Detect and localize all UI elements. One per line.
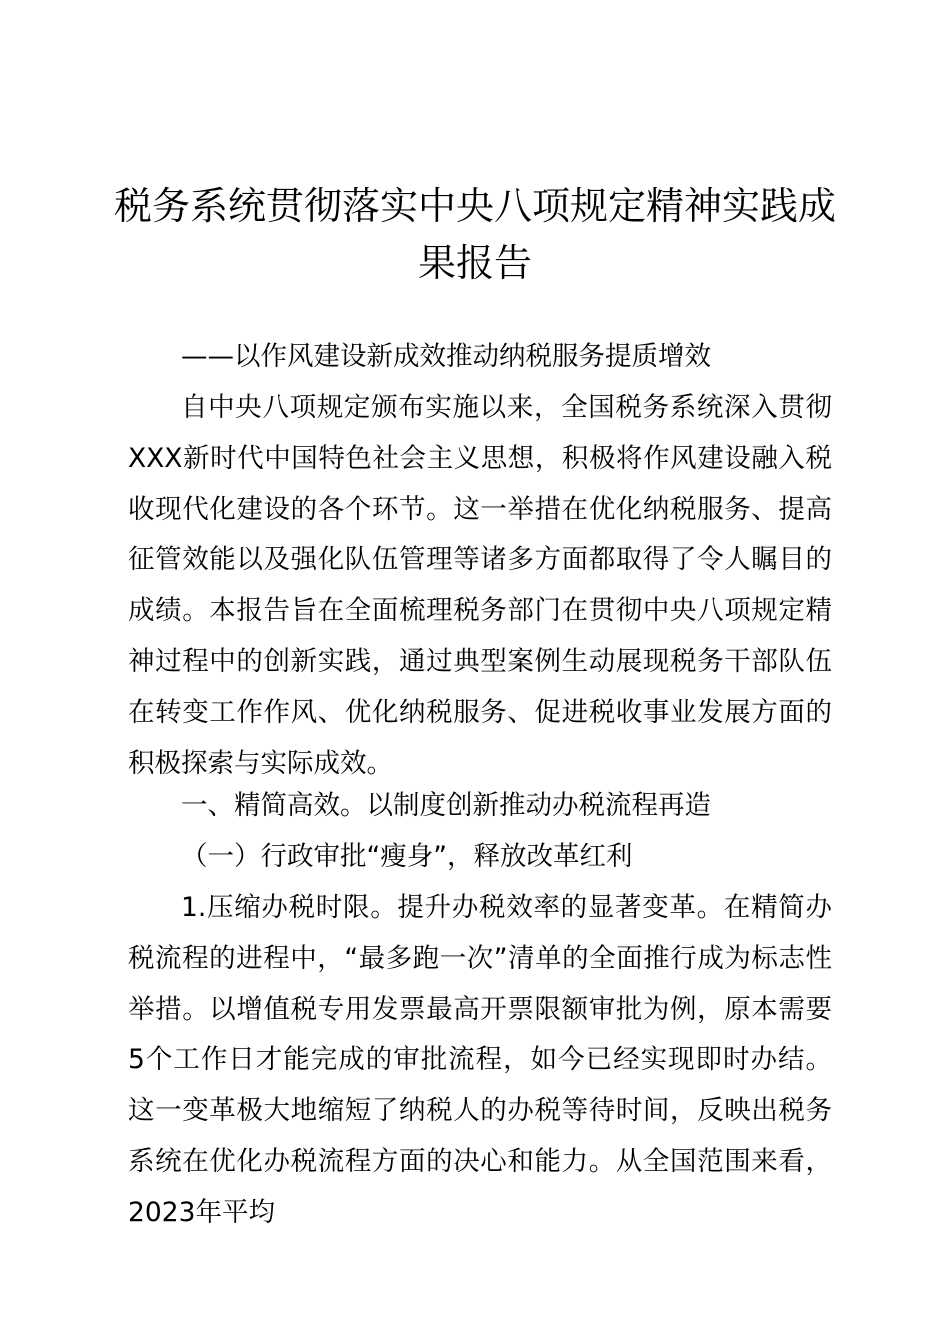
section-heading: 一、精简高效。以制度创新推动办税流程再造 [181, 790, 711, 821]
document-title: 税务系统贯彻落实中央八项规定精神实践成果报告 [113, 184, 836, 285]
intro-paragraph: 自中央八项规定颁布实施以来，全国税务系统深入贯彻XXX新时代中国特色社会主义思想，积极将作风建设融入税收现代化建设的各个环节。这一举措在优化纳税服务、提高征管效能以及强化队伍管理等诸多方面都取得了令人瞩目的成绩。本报告旨在全面梳理税务部门在贯彻中央八项规定精神过程中的创新实践，通过典型案例生动展现税务干部队伍在转变工作作风、优化纳税服务、促进税收事业发展方面的积极探索与实际成效。 [128, 392, 832, 779]
document-subtitle: ——以作风建设新成效推动纳税服务提质增效 [181, 341, 711, 372]
body-paragraph: 1.压缩办税时限。提升办税效率的显著变革。在精简办税流程的进程中，“最多跑一次”清单的全面推行成为标志性举措。以增值税专用发票最高开票限额审批为例，原本需要5个工作日才能完成的审批流程，如今已经实现即时办结。这一变革极大地缩短了纳税人的办税等待时间，反映出税务系统在优化办税流程方面的决心和能力。从全国范围来看，2023年平均 [128, 892, 832, 1228]
subsection-heading: （一）行政审批“瘦身”，释放改革红利 [181, 841, 633, 872]
